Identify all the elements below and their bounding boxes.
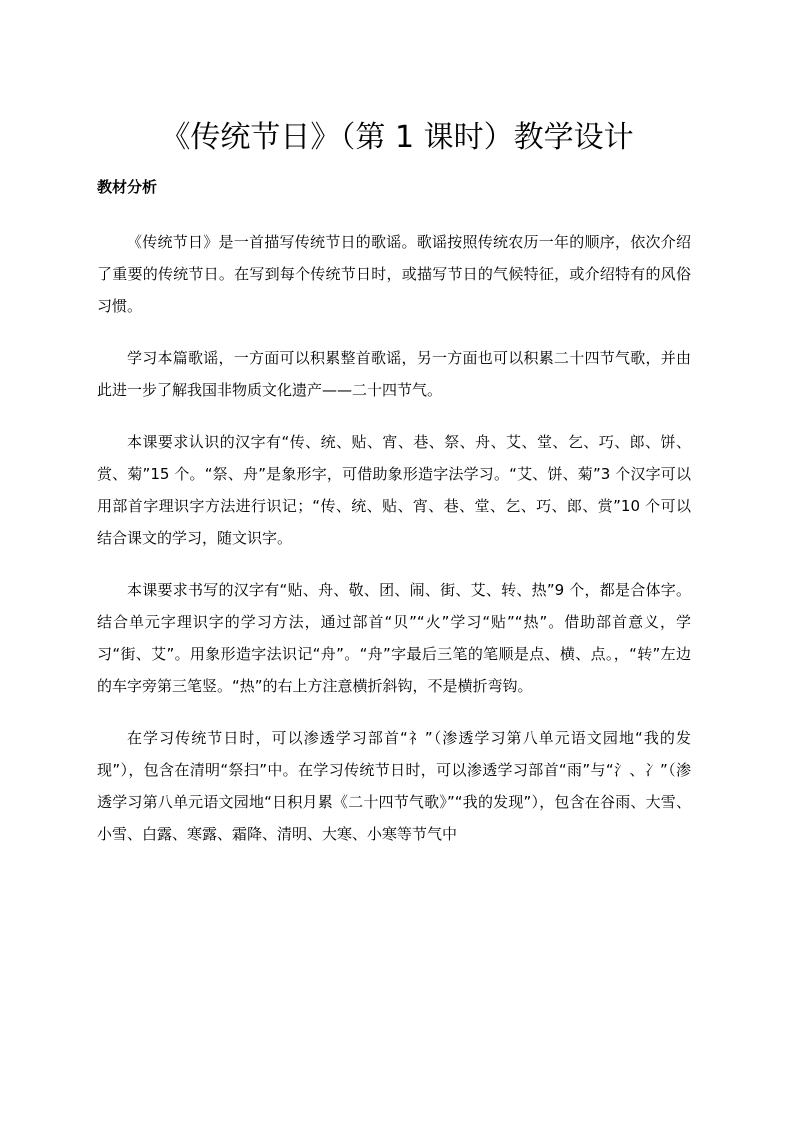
paragraph-intro: 《传统节日》是一首描写传统节日的歌谣。歌谣按照传统农历一年的顺序，依次介绍了重要的传统节日。在写到每个传统节日时，或描写节日的气候特征，或介绍特有的风俗习惯。 <box>97 233 691 315</box>
paragraph-recognize-characters: 本课要求认识的汉字有“传、统、贴、宵、巷、祭、舟、艾、堂、乞、巧、郎、饼、赏、菊”15 个。“祭、舟”是象形字，可借助象形造字法学习。“艾、饼、菊”3 个汉字可以用部首字理识字方法进行识记；“传、统、贴、宵、巷、堂、乞、巧、郎、赏”10 个可以结合课文的学习，随文识字。 <box>97 433 691 547</box>
paragraph-radicals: 在学习传统节日时，可以渗透学习部首“礻”（渗透学习第八单元语文园地“我的发现”），包含在清明“祭扫”中。在学习传统节日时，可以渗透学习部首“雨”与“氵、冫”（渗透学习第八单元语文园地“日积月累《二十四节气歌》”“我的发现”），包含在谷雨、大雪、小雪、白露、寒露、霜降、清明、大寒、小寒等节气中 <box>97 729 691 843</box>
section-heading: 教材分析 <box>97 178 158 196</box>
document-title: 《传统节日》（第 1 课时）教学设计 <box>160 120 634 156</box>
paragraph-write-characters: 本课要求书写的汉字有“贴、舟、敬、团、闹、街、艾、转、热”9 个，都是合体字。结合单元字理识字的学习方法，通过部首“贝”“火”学习“贴”“热”。借助部首意义，学习“街、艾”。用象形造字法识记“舟”。“舟”字最后三笔的笔顺是点、横、点。，“转”左边的车字旁第三笔竖。“热”的右上方注意横折斜钩，不是横折弯钩。 <box>97 581 691 695</box>
paragraph-learning: 学习本篇歌谣，一方面可以积累整首歌谣，另一方面也可以积累二十四节气歌，并由此进一步了解我国非物质文化遗产——二十四节气。 <box>97 349 691 399</box>
document-body <box>97 226 691 870</box>
